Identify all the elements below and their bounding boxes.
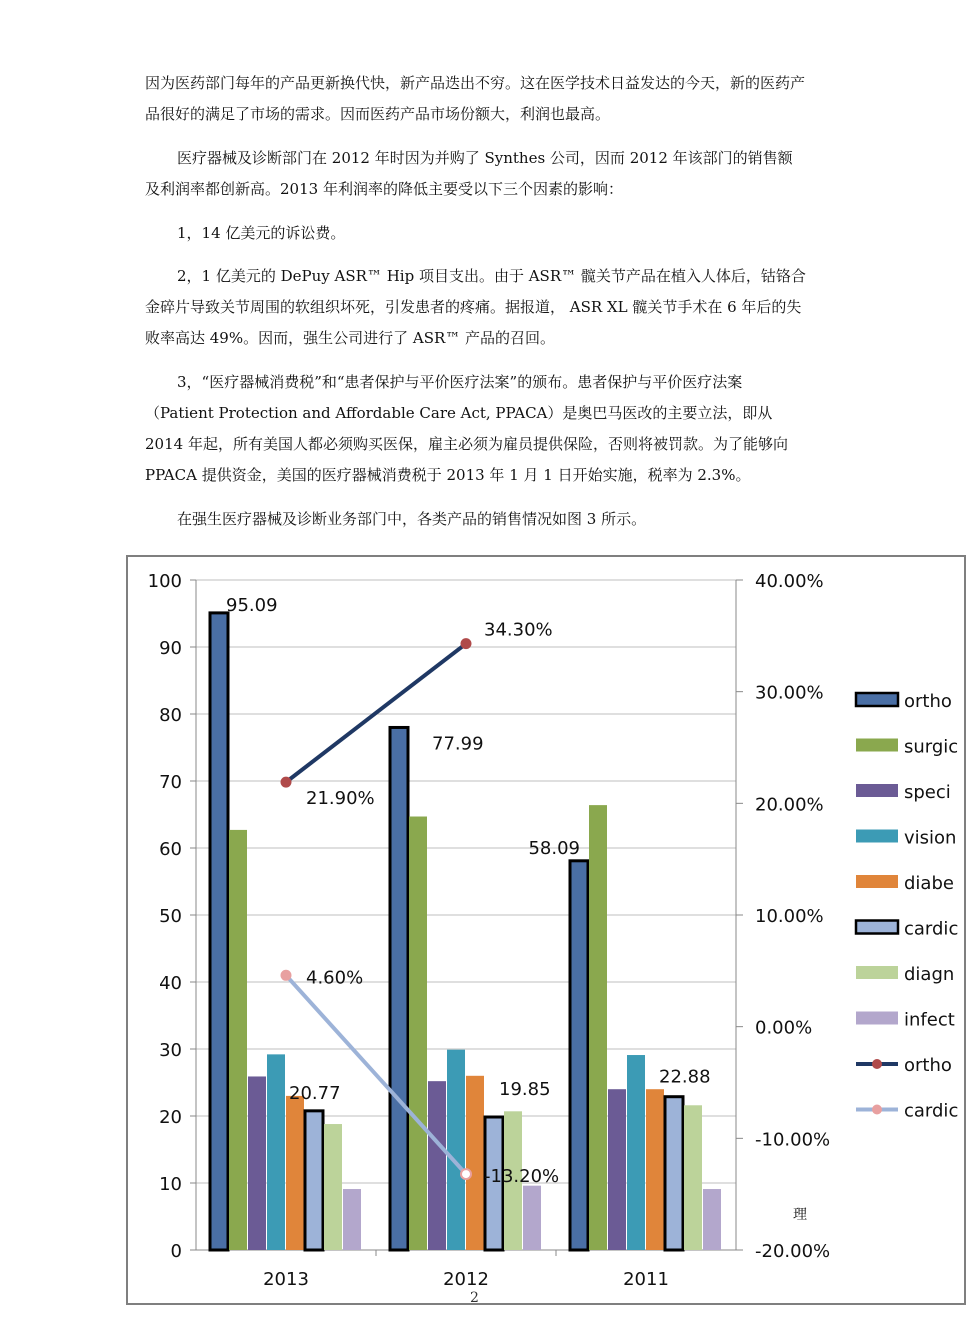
left-tick-label: 100 [147, 571, 182, 592]
paragraph-3: 1，14 亿美元的诉讼费。 [177, 224, 346, 242]
right-tick-label: 10.00% [755, 906, 824, 927]
left-tick-label: 50 [159, 906, 182, 927]
bar-infect [523, 1186, 541, 1250]
line-marker-cardic [281, 970, 291, 980]
chart-canvas [128, 557, 968, 1307]
bar-ortho [570, 861, 588, 1250]
right-tick-label: 20.00% [755, 794, 824, 816]
bar-data-label: 20.77 [289, 1082, 341, 1104]
legend-swatch-speci [856, 784, 898, 797]
bar-diabe [286, 1096, 304, 1250]
category-label: 2011 [623, 1269, 669, 1290]
category-label: 2012 [443, 1269, 489, 1290]
bar-diabe [646, 1089, 664, 1250]
line-ortho [286, 644, 466, 782]
legend-swatch-ortho [856, 693, 898, 706]
page-number: 2 [470, 1290, 479, 1306]
paragraph-5: 3，“医疗器械消费税”和“患者保护与平价医疗法案”的颁布。患者保护与平价医疗法案（Patient Protection and Affordable Care Act, PPACA）是奥巴马医改的主要立法，即从 2014 年起，所有美国人都必须购买医保，雇主必须为雇员提供保险，否则将被罚款。为了能够向 PPACA 提供资金，美国的医疗器械消费税于 2013 年 1 月 1 日开始实施，税率为 2.3%。 [145, 373, 788, 484]
legend-swatch-diabe [856, 875, 898, 888]
left-tick-label: 90 [159, 638, 182, 659]
bar-speci [428, 1081, 446, 1250]
legend-label: surgic [904, 736, 959, 758]
paragraph-2: 医疗器械及诊断部门在 2012 年时因为并购了 Synthes 公司，因而 2012 年该部门的销售额及利润率都创新高。2013 年利润率的降低主要受以下三个因素的影响： [145, 149, 793, 198]
bar-ortho [210, 613, 228, 1250]
legend-swatch-vision [856, 830, 898, 843]
right-tick-label: 40.00% [755, 571, 824, 592]
bar-surgic [409, 817, 427, 1250]
legend-swatch-surgic [856, 739, 898, 752]
bar-surgic [589, 805, 607, 1250]
bar-infect [703, 1189, 721, 1250]
bar-diagn [684, 1105, 702, 1250]
left-tick-label: 80 [159, 705, 182, 726]
legend-marker-cardic [872, 1105, 882, 1115]
legend-label: infect [904, 1009, 955, 1031]
left-tick-label: 0 [170, 1241, 182, 1262]
bar-diabe [466, 1076, 484, 1250]
line-data-label: 34.30% [484, 619, 553, 641]
line-data-label: 21.90% [306, 788, 375, 810]
bar-diagn [324, 1124, 342, 1250]
legend-swatch-infect [856, 1012, 898, 1025]
legend-label: diagn [904, 964, 955, 985]
paragraph-6: 在强生医疗器械及诊断业务部门中，各类产品的销售情况如图 3 所示。 [177, 510, 647, 528]
legend-label: speci [904, 782, 951, 803]
bar-speci [608, 1089, 626, 1250]
bar-data-label: 95.09 [226, 594, 278, 616]
bar-data-label: 58.09 [528, 837, 580, 859]
right-tick-label: -10.00% [755, 1129, 831, 1151]
left-tick-label: 10 [159, 1174, 182, 1195]
bar-vision [447, 1050, 465, 1250]
legend-label: diabe [904, 873, 954, 894]
bar-data-label: 22.88 [659, 1066, 711, 1088]
bar-cardic [665, 1097, 683, 1250]
left-tick-label: 40 [159, 973, 182, 994]
legend-label: vision [904, 827, 957, 849]
paragraph-1: 因为医药部门每年的产品更新换代快，新产品迭出不穷。这在医学技术日益发达的今天，新的医药产品很好的满足了市场的需求。因而医药产品市场份额大，利润也最高。 [145, 74, 806, 123]
legend-swatch-diagn [856, 966, 898, 979]
line-data-label: 4.60% [306, 967, 364, 989]
legend-label: ortho [904, 691, 952, 712]
line-data-label: -13.20% [484, 1166, 560, 1188]
bar-vision [267, 1054, 285, 1250]
paragraph-4: 2，1 亿美元的 DePuy ASR™ Hip 项目支出。由于 ASR™ 髋关节产品在植入人体后，钴铬合金碎片导致关节周围的软组织坏死，引发患者的疼痛。据报道， ASR XL 髋关节手术在 6 年后的失败率高达 49%。因而，强生公司进行了 ASR™ 产品的召回。 [145, 267, 806, 347]
legend-swatch-cardic [856, 921, 898, 934]
bar-vision [627, 1055, 645, 1250]
bar-ortho [390, 727, 408, 1250]
legend-label: cardic [904, 918, 959, 940]
category-label: 2013 [263, 1269, 309, 1290]
bar-data-label: 19.85 [499, 1079, 551, 1101]
right-tick-label: 30.00% [755, 682, 824, 704]
bar-surgic [229, 830, 247, 1250]
line-marker-ortho [281, 777, 291, 787]
left-tick-label: 60 [159, 839, 182, 860]
legend-label: cardic [904, 1100, 959, 1122]
left-tick-label: 30 [159, 1040, 182, 1061]
left-tick-label: 70 [159, 772, 182, 793]
left-tick-label: 20 [159, 1107, 182, 1128]
line-marker-ortho [461, 639, 471, 649]
stray-text: 理 [793, 1207, 807, 1223]
sales-chart [126, 555, 966, 1305]
bar-cardic [305, 1111, 323, 1250]
bar-infect [343, 1189, 361, 1250]
bar-speci [248, 1076, 266, 1250]
legend-label: ortho [904, 1055, 952, 1076]
legend-marker-ortho [872, 1059, 882, 1069]
right-tick-label: 0.00% [755, 1017, 813, 1039]
right-tick-label: -20.00% [755, 1241, 831, 1262]
line-marker-cardic [461, 1169, 471, 1179]
bar-data-label: 77.99 [432, 733, 484, 755]
